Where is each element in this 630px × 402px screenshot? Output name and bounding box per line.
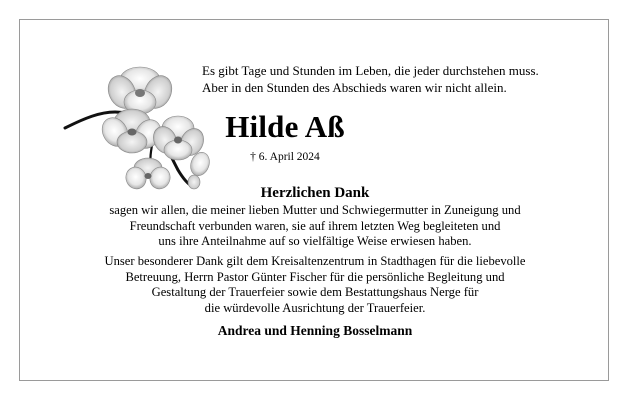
orchid-branch-icon <box>60 60 220 190</box>
paragraph-line: die würdevolle Ausrichtung der Trauerfeier. <box>204 300 426 315</box>
quote-line-2: Aber in den Stunden des Abschieds waren wir nicht allein. <box>202 80 507 95</box>
paragraph-line: Unser besonderer Dank gilt dem Kreisaltenzentrum in Stadthagen für die liebevolle <box>104 254 526 268</box>
paragraph-line: Gestaltung der Trauerfeier sowie dem Bestattungshaus Nerge für <box>151 285 479 299</box>
thanks-paragraph-1 <box>40 203 590 250</box>
deceased-name: Hilde Aß <box>225 109 345 144</box>
death-date: † 6. April 2024 <box>250 151 320 163</box>
paragraph-line: Betreuung, Herrn Pastor Günter Fischer für die persönliche Begleitung und <box>125 269 505 284</box>
signature: Andrea und Henning Bosselmann <box>217 323 413 338</box>
thanks-paragraph-2 <box>40 254 590 316</box>
opening-quote <box>202 62 562 96</box>
thanks-title: Herzlichen Dank <box>260 185 370 201</box>
quote-line-1: Es gibt Tage und Stunden im Leben, die jeder durchstehen muss. <box>202 63 539 78</box>
paragraph-line: Freundschaft verbunden waren, sie auf ihrem letzten Weg begleiteten und <box>129 218 501 233</box>
paragraph-line: uns ihre Anteilnahme auf so vielfältige Weise erwiesen haben. <box>158 234 472 248</box>
paragraph-line: sagen wir allen, die meiner lieben Mutter und Schwiegermutter in Zuneigung und <box>109 203 521 217</box>
